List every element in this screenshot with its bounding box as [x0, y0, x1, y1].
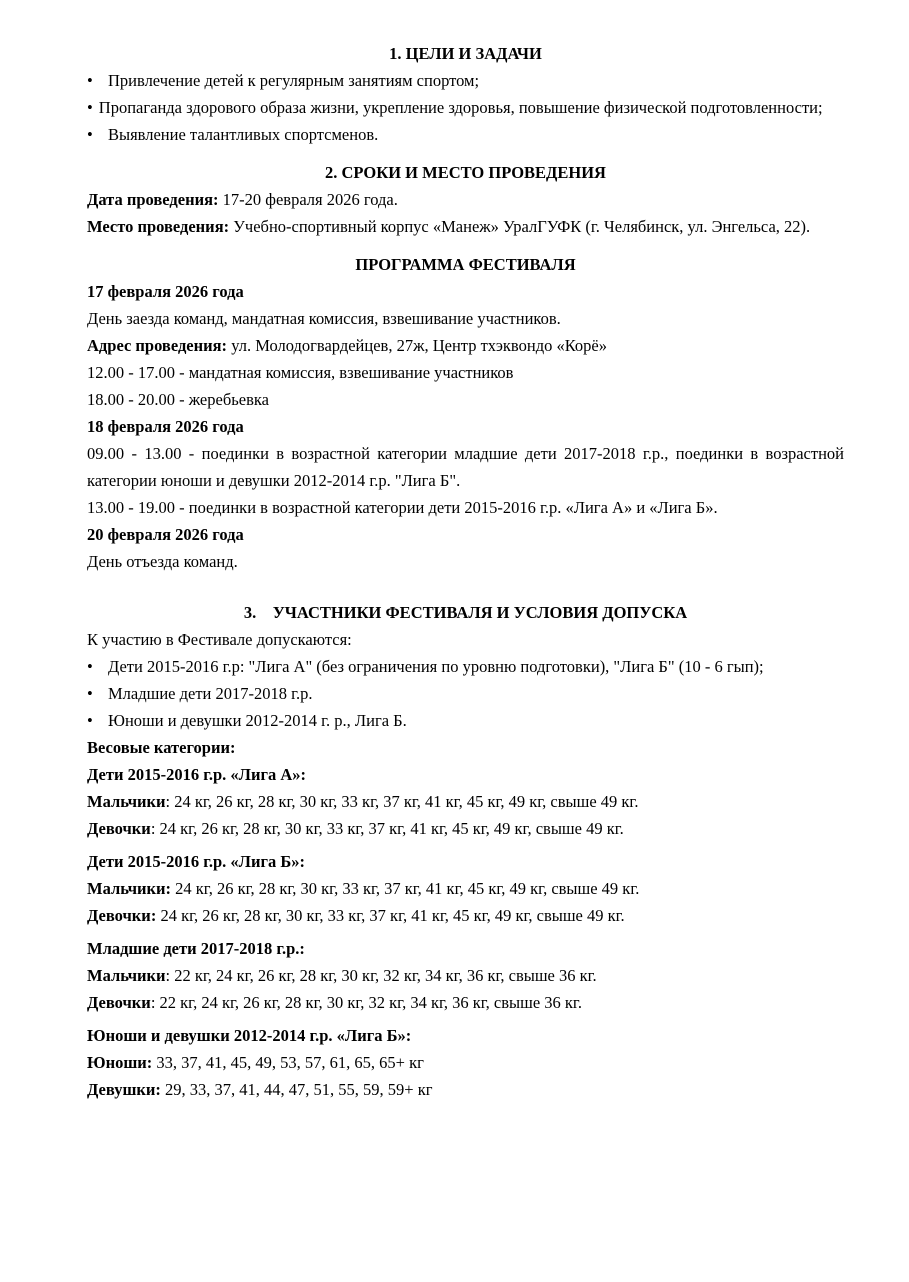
list-item: • Дети 2015-2016 г.р: "Лига А" (без ограничения по уровню подготовки), "Лига Б" (10 - 6 гып); [87, 653, 844, 680]
bullet-icon: • [87, 711, 93, 730]
day-3-desc: День отъезда команд. [87, 552, 238, 571]
weight-group-title: Младшие дети 2017-2018 г.р.: [87, 939, 305, 958]
participants-intro: К участию в Фестивале допускаются: [87, 630, 352, 649]
day-3-title: 20 февраля 2026 года [87, 525, 244, 544]
bullet-icon: • [87, 71, 93, 90]
bullet-icon: • [87, 98, 93, 117]
program-title: ПРОГРАММА ФЕСТИВАЛЯ [355, 255, 576, 274]
weight-group-title: Дети 2015-2016 г.р. «Лига А»: [87, 765, 306, 784]
schedule-item: 18.00 - 20.00 - жеребьевка [87, 390, 269, 409]
weights-title: Весовые категории: [87, 738, 236, 757]
section-3-title: 3. УЧАСТНИКИ ФЕСТИВАЛЯ И УСЛОВИЯ ДОПУСКА [243, 603, 688, 622]
address-label: Адрес проведения: [87, 336, 228, 355]
list-item: • Выявление талантливых спортсменов. [87, 121, 844, 148]
day-1-desc: День заезда команд, мандатная комиссия, взвешивание участников. [87, 309, 561, 328]
weights-boys: Мальчики: 24 кг, 26 кг, 28 кг, 30 кг, 33 кг, 37 кг, 41 кг, 45 кг, 49 кг, свыше 49 кг. [87, 879, 640, 898]
weights-boys: Мальчики: 24 кг, 26 кг, 28 кг, 30 кг, 33 кг, 37 кг, 41 кг, 45 кг, 49 кг, свыше 49 кг. [87, 792, 639, 811]
list-item: • Младшие дети 2017-2018 г.р. [87, 680, 844, 707]
list-item: • Юноши и девушки 2012-2014 г. р., Лига Б. [87, 707, 844, 734]
date-line: Дата проведения: 17-20 февраля 2026 года. [87, 190, 398, 209]
bullet-icon: • [87, 125, 93, 144]
bullet-icon: • [87, 684, 93, 703]
list-item: • Пропаганда здорового образа жизни, укрепление здоровья, повышение физической подготовленности; [87, 98, 823, 117]
date-label: Дата проведения: [87, 190, 219, 209]
weight-group-title: Дети 2015-2016 г.р. «Лига Б»: [87, 852, 305, 871]
section-1-title: 1. ЦЕЛИ И ЗАДАЧИ [389, 44, 542, 63]
weight-group-title: Юноши и девушки 2012-2014 г.р. «Лига Б»: [87, 1026, 412, 1045]
weights-girls: Девочки: 22 кг, 24 кг, 26 кг, 28 кг, 30 кг, 32 кг, 34 кг, 36 кг, свыше 36 кг. [87, 993, 582, 1012]
place-line: Место проведения: Учебно-спортивный корпус «Манеж» УралГУФК (г. Челябинск, ул. Энгельса, 22). [87, 217, 811, 236]
weights-boys: Юноши: 33, 37, 41, 45, 49, 53, 57, 61, 65, 65+ кг [87, 1053, 424, 1072]
weights-girls: Девушки: 29, 33, 37, 41, 44, 47, 51, 55, 59, 59+ кг [87, 1080, 433, 1099]
list-item: • Привлечение детей к регулярным занятиям спортом; [87, 67, 844, 94]
schedule-item: 09.00 - 13.00 - поединки в возрастной категории младшие дети 2017-2018 г.р., поединки в возрастной категории юноши и девушки 2012-2014 г.р. "Лига Б". [87, 444, 844, 490]
weights-boys: Мальчики: 22 кг, 24 кг, 26 кг, 28 кг, 30 кг, 32 кг, 34 кг, 36 кг, свыше 36 кг. [87, 966, 597, 985]
weights-girls: Девочки: 24 кг, 26 кг, 28 кг, 30 кг, 33 кг, 37 кг, 41 кг, 45 кг, 49 кг, свыше 49 кг. [87, 819, 624, 838]
schedule-item: 12.00 - 17.00 - мандатная комиссия, взвешивание участников [87, 363, 514, 382]
document-page [87, 40, 844, 1103]
day-1-title: 17 февраля 2026 года [87, 282, 244, 301]
schedule-item: 13.00 - 19.00 - поединки в возрастной категории дети 2015-2016 г.р. «Лига А» и «Лига Б». [87, 498, 718, 517]
place-label: Место проведения: [87, 217, 230, 236]
section-2-title: 2. СРОКИ И МЕСТО ПРОВЕДЕНИЯ [325, 163, 606, 182]
day-2-title: 18 февраля 2026 года [87, 417, 244, 436]
bullet-icon: • [87, 657, 93, 676]
weights-girls: Девочки: 24 кг, 26 кг, 28 кг, 30 кг, 33 кг, 37 кг, 41 кг, 45 кг, 49 кг, свыше 49 кг. [87, 906, 625, 925]
address-line: Адрес проведения: ул. Молодогвардейцев, 27ж, Центр тхэквондо «Корё» [87, 336, 607, 355]
